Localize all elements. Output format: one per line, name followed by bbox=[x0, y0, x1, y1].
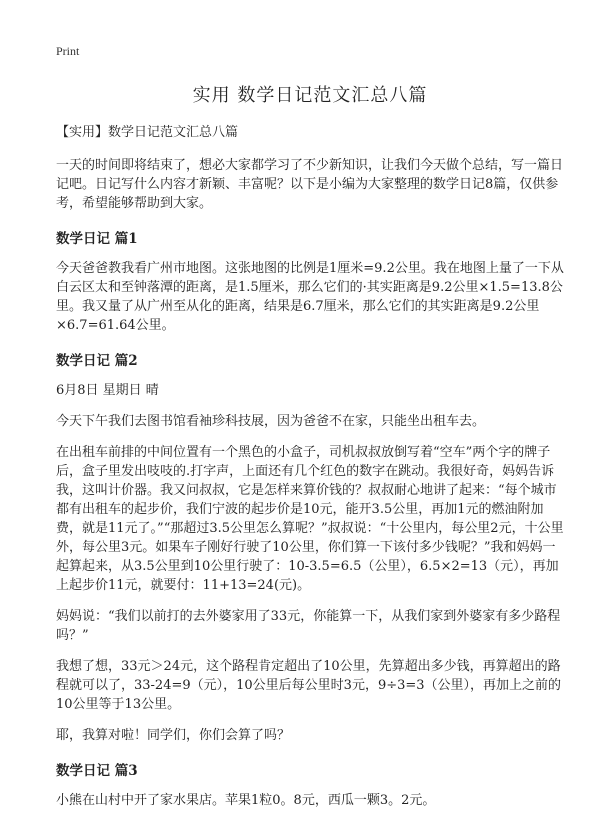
document-subtitle: 【实用】数学日记范文汇总八篇 bbox=[56, 125, 239, 140]
section-1-heading: 数学日记 篇1 bbox=[56, 231, 138, 247]
document-title: 实用 数学日记范文汇总八篇 bbox=[192, 85, 428, 106]
section-1-paragraph: 今天爸爸教我看广州市地图。这张地图的比例是1厘米=9.2公里。我在地图上量了一下从白云区太和至钟落潭的距离，是1.5厘米，那么它们的·其实距离是9.2公里×1.5=13.8公里。我又量了从广州至从化的距离，结果是6.7厘米，那么它们的其实距离是9.2公里×6.7=61.64公里。 bbox=[56, 261, 564, 333]
section-2-date: 6月8日 星期日 晴 bbox=[56, 383, 159, 398]
section-3-heading: 数学日记 篇3 bbox=[56, 763, 138, 779]
section-2-paragraph: 今天下午我们去图书馆看袖珍科技展，因为爸爸不在家，只能坐出租车去。 bbox=[56, 414, 486, 429]
section-3-paragraph: 小熊在山村中开了家水果店。苹果1粒0。8元，西瓜一颗3。2元。 bbox=[56, 793, 436, 808]
section-2-paragraph: 耶，我算对啦！同学们，你们会算了吗？ bbox=[56, 728, 291, 743]
section-2-paragraph: 我想了想，33元＞24元，这个路程肯定超出了10公里，先算超出多少钱，再算超出的路程就可以了，33-24=9（元），10公里后每公里时3元，9÷3=3（公里），再加上之前的10公里等于13公里。 bbox=[56, 659, 562, 712]
intro-paragraph: 一天的时间即将结束了，想必大家都学习了不少新知识，让我们今天做个总结，写一篇日记吧。日记写什么内容才新颖、丰富呢？以下是小编为大家整理的数学日记8篇，仅供参考，希望能够帮助到大家。 bbox=[56, 158, 564, 211]
print-label: Print bbox=[56, 44, 80, 58]
section-2-heading: 数学日记 篇2 bbox=[56, 353, 138, 369]
section-2-paragraph: 妈妈说：“我们以前打的去外婆家用了33元，你能算一下，从我们家到外婆家有多少路程吗？” bbox=[56, 609, 561, 643]
section-2-paragraph: 在出租车前排的中间位置有一个黑色的小盒子，司机叔叔放倒写着“空车”两个字的牌子后，盒子里发出吱吱的.打字声，上面还有几个红色的数字在跳动。我很好奇，妈妈告诉我，这叫计价器。我又问叔叔，它是怎样来算价钱的？叔叔耐心地讲了起来：“每个城市都有出租车的起步价，我们宁波的起步价是10元，能开3.5公里，再加1元的燃油附加费，就是11元了。”“那超过3.5公里怎么算呢？”叔叔说：“十公里内，每公里2元，十公里外，每公里3元。如果车子刚好行驶了10公里，你们算一下该付多少钱呢？”我和妈妈一起算起来，从3.5公里到10公里行驶了：10-3.5=6.5（公里），6.5×2=13（元），再加上起步价11元，就要付：11+13=24(元)。 bbox=[56, 445, 564, 593]
